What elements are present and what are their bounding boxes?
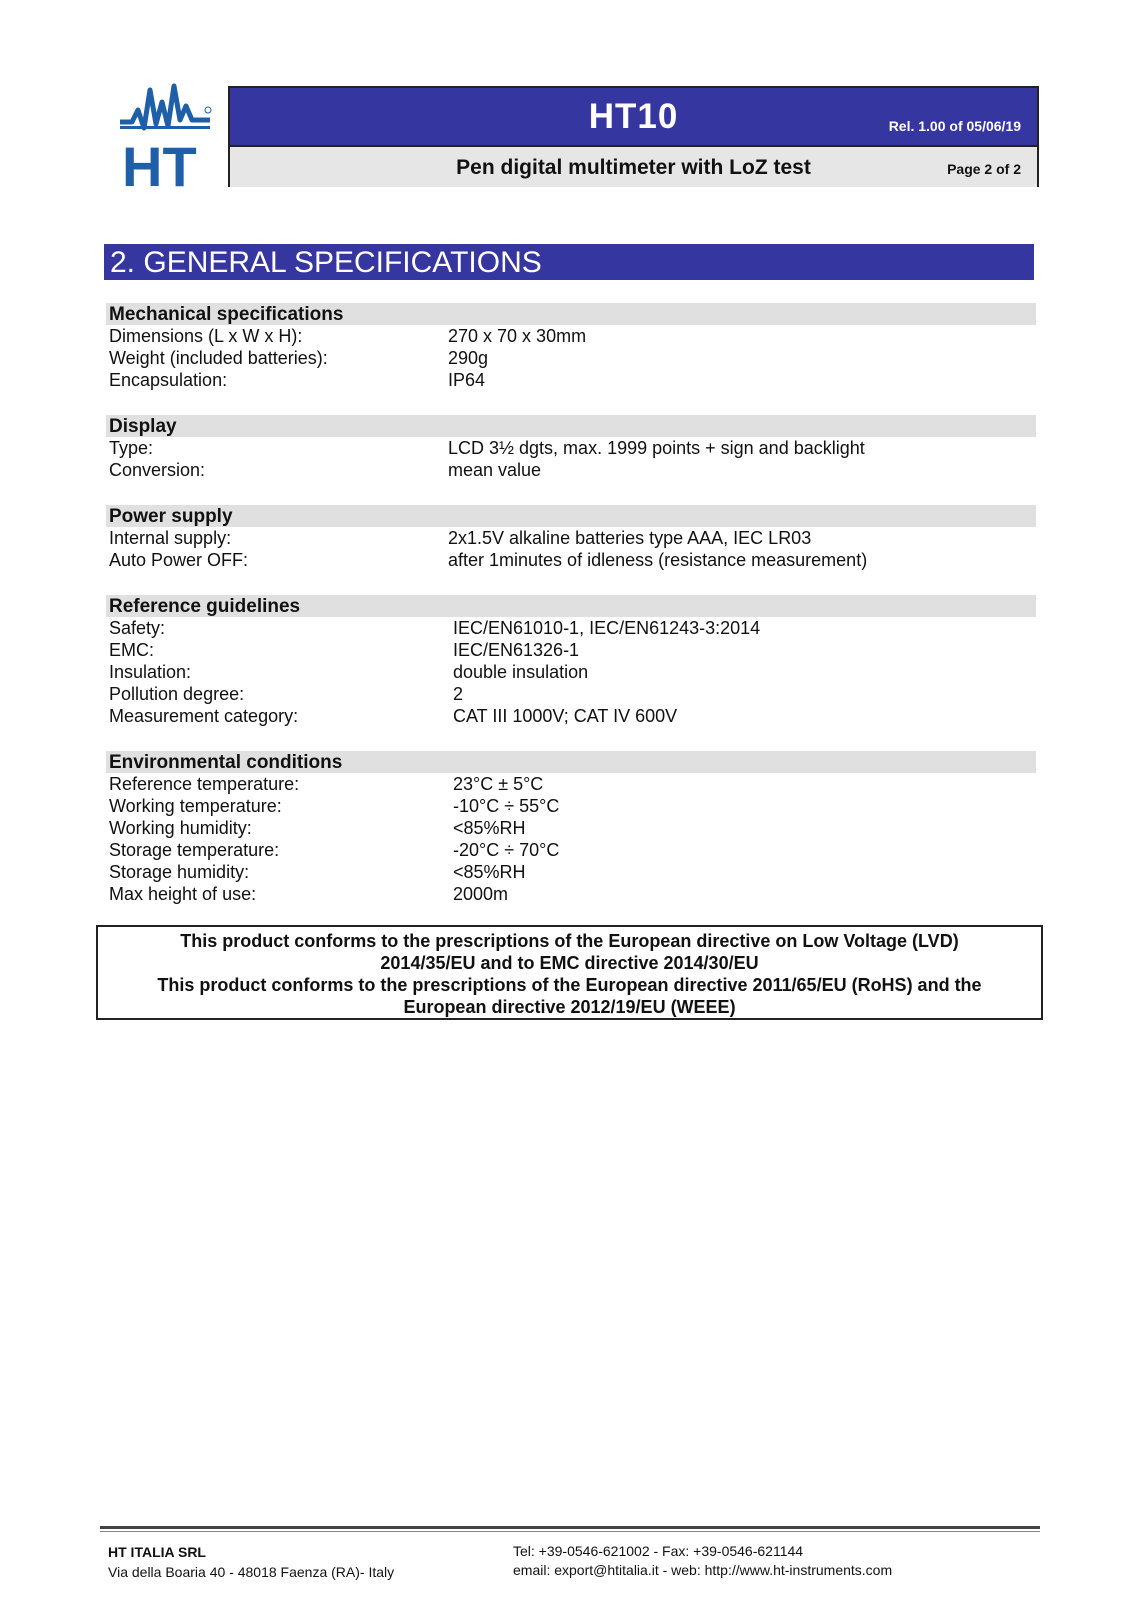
- release-info: Rel. 1.00 of 05/06/19: [888, 118, 1021, 134]
- display-heading: Display: [106, 415, 1036, 437]
- spec-label: Reference temperature:: [109, 774, 300, 794]
- spec-label: Conversion:: [109, 460, 206, 480]
- spec-value: <85%RH: [453, 862, 526, 882]
- spec-label: Pollution degree:: [109, 684, 245, 704]
- guidelines-specs: [106, 595, 1036, 727]
- spec-row: [106, 617, 1036, 639]
- phone-fax: Tel: +39-0546-621002 - Fax: +39-0546-621144: [513, 1543, 804, 1559]
- spec-label: Storage humidity:: [109, 862, 250, 882]
- footer-divider: [100, 1526, 1040, 1529]
- spec-value: IEC/EN61326-1: [453, 640, 580, 660]
- spec-value: after 1minutes of idleness (resistance measurement): [448, 550, 868, 570]
- header-subtitle-bar: [230, 147, 1037, 187]
- spec-row: [106, 347, 1036, 369]
- spec-label: EMC:: [109, 640, 154, 660]
- notice-line: This product conforms to the prescriptions of the European directive on Low Voltage (LVD): [180, 931, 959, 951]
- spec-label: Internal supply:: [109, 528, 232, 548]
- environment-specs: [106, 751, 1036, 905]
- spec-label: Working temperature:: [109, 796, 282, 816]
- page-number: Page 2 of 2: [947, 161, 1021, 177]
- spec-value: IP64: [448, 370, 486, 390]
- spec-label: Safety:: [109, 618, 166, 638]
- spec-value: mean value: [448, 460, 542, 480]
- spec-value: 2: [453, 684, 464, 704]
- spec-label: Measurement category:: [109, 706, 299, 726]
- product-subtitle: Pen digital multimeter with LoZ test: [456, 156, 811, 179]
- spec-value: -20°C ÷ 70°C: [453, 840, 560, 860]
- notice-line: 2014/35/EU and to EMC directive 2014/30/EU: [380, 953, 759, 973]
- model-title: HT10: [588, 97, 679, 136]
- spec-row: [106, 705, 1036, 727]
- header-box: [228, 86, 1039, 187]
- notice-line: European directive 2012/19/EU (WEEE): [403, 997, 736, 1017]
- spec-row: [106, 459, 1036, 481]
- display-specs: [106, 415, 1036, 481]
- spec-row: [106, 369, 1036, 391]
- spec-value: double insulation: [453, 662, 589, 682]
- spec-row: [106, 839, 1036, 861]
- spec-value: 290g: [448, 348, 489, 368]
- spec-value: 270 x 70 x 30mm: [448, 326, 587, 346]
- spec-label: Insulation:: [109, 662, 192, 682]
- spec-value: IEC/EN61010-1, IEC/EN61243-3:2014: [453, 618, 761, 638]
- spec-row: [106, 817, 1036, 839]
- mechanical-heading: Mechanical specifications: [106, 303, 1036, 325]
- footer-company-block: [108, 1542, 394, 1582]
- spec-row: [106, 437, 1036, 459]
- spec-label: Type:: [109, 438, 154, 458]
- guidelines-heading: Reference guidelines: [106, 595, 1036, 617]
- spec-value: -10°C ÷ 55°C: [453, 796, 560, 816]
- spec-label: Working humidity:: [109, 818, 252, 838]
- spec-value: <85%RH: [453, 818, 526, 838]
- spec-value: 23°C ± 5°C: [453, 774, 544, 794]
- notice-line: This product conforms to the prescriptions of the European directive 2011/65/EU (RoHS) and the: [157, 975, 982, 995]
- spec-label: Max height of use:: [109, 884, 257, 904]
- spec-row: [106, 773, 1036, 795]
- footer-divider-thin: [100, 1531, 1040, 1532]
- spec-label: Weight (included batteries):: [109, 348, 328, 368]
- logo-text: HT: [122, 135, 197, 190]
- spec-row: [106, 639, 1036, 661]
- spec-row: [106, 325, 1036, 347]
- email-web: email: export@htitalia.it - web: http://www.ht-instruments.com: [513, 1562, 893, 1578]
- ht-logo: [118, 80, 214, 190]
- spec-row: [106, 549, 1036, 571]
- company-address: Via della Boaria 40 - 48018 Faenza (RA)- Italy: [108, 1564, 395, 1580]
- conformity-notice: [96, 925, 1043, 1020]
- spec-label: Encapsulation:: [109, 370, 228, 390]
- spec-value: CAT III 1000V; CAT IV 600V: [453, 706, 678, 726]
- spec-label: Dimensions (L x W x H):: [109, 326, 303, 346]
- power-specs: [106, 505, 1036, 571]
- spec-row: [106, 661, 1036, 683]
- spec-row: [106, 527, 1036, 549]
- spec-value: LCD 3½ dgts, max. 1999 points + sign and backlight: [448, 438, 865, 458]
- header-title-bar: [230, 88, 1037, 147]
- spec-label: Storage temperature:: [109, 840, 280, 860]
- section-heading: 2. GENERAL SPECIFICATIONS: [104, 244, 1034, 280]
- spec-row: [106, 861, 1036, 883]
- company-name: HT ITALIA SRL: [108, 1544, 206, 1560]
- spec-row: [106, 795, 1036, 817]
- spec-row: [106, 883, 1036, 905]
- power-heading: Power supply: [106, 505, 1036, 527]
- spec-label: Auto Power OFF:: [109, 550, 249, 570]
- environment-heading: Environmental conditions: [106, 751, 1036, 773]
- spec-value: 2x1.5V alkaline batteries type AAA, IEC LR03: [448, 528, 812, 548]
- spec-value: 2000m: [453, 884, 509, 904]
- mechanical-specs: [106, 303, 1036, 391]
- footer-contact-block: [513, 1542, 892, 1580]
- spec-row: [106, 683, 1036, 705]
